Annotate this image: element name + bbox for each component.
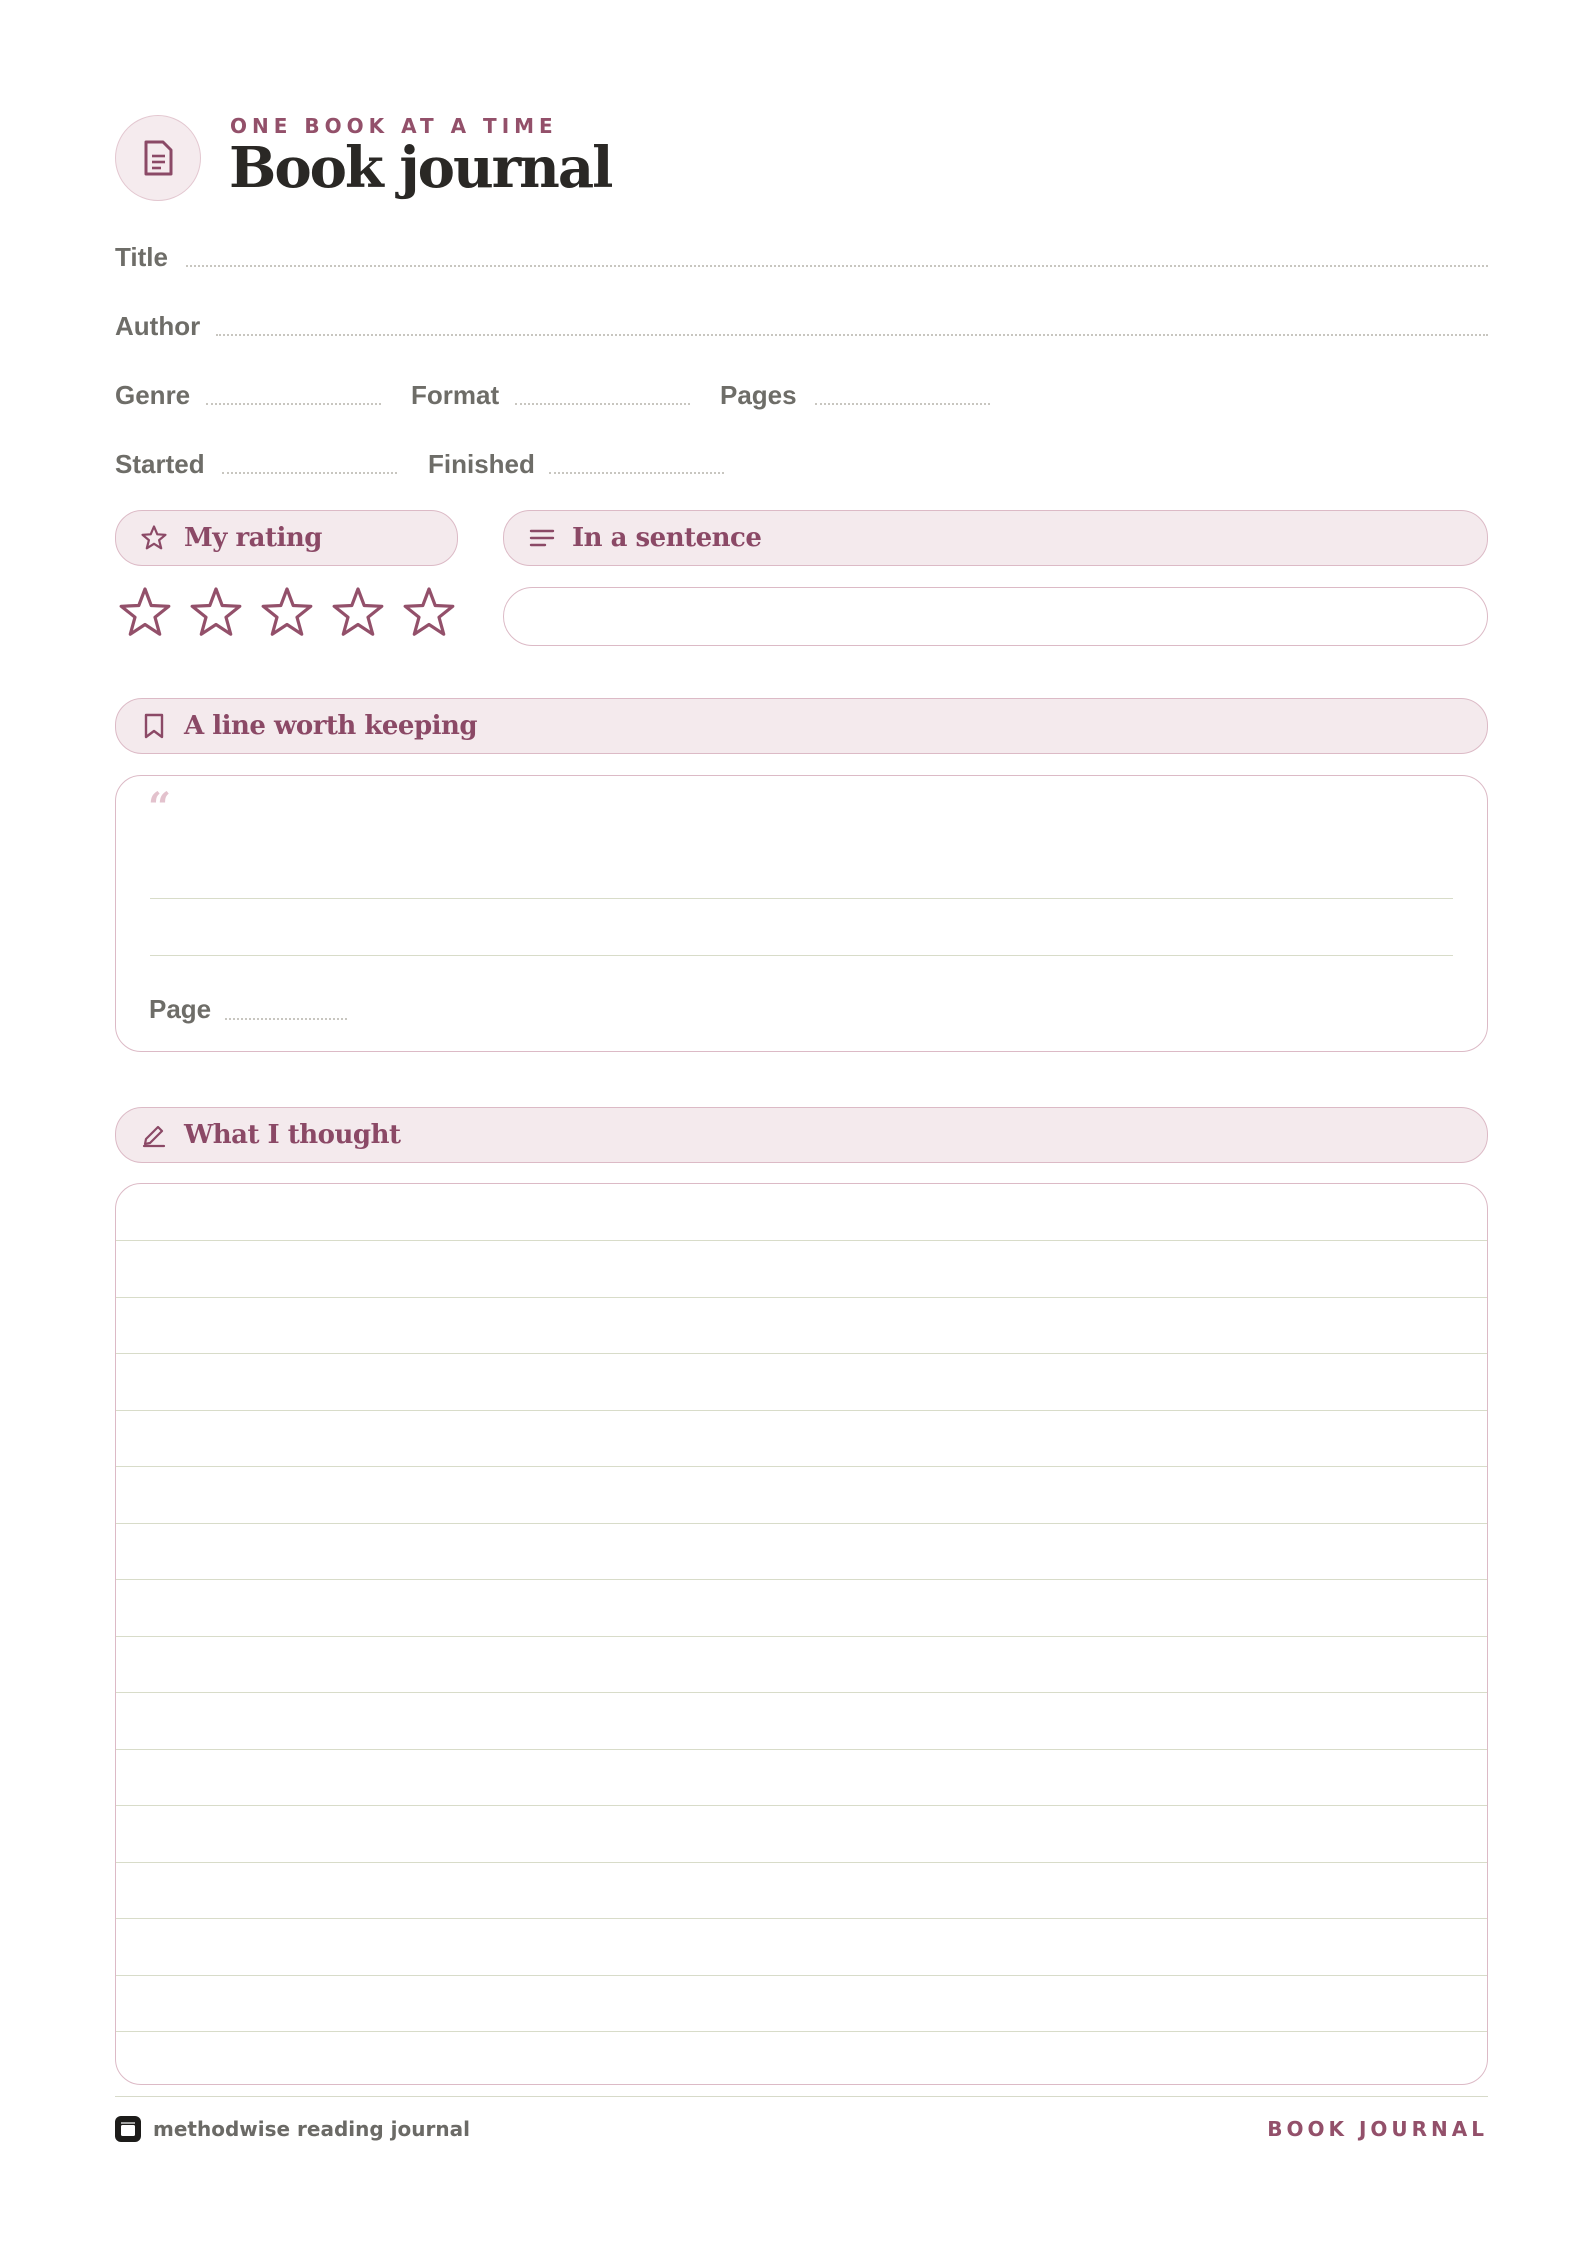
format-field[interactable] xyxy=(515,403,690,405)
quote-box[interactable] xyxy=(115,775,1488,1052)
rating-section-header xyxy=(115,510,458,566)
ruled-line[interactable] xyxy=(116,1523,1487,1524)
star-rating-svg[interactable] xyxy=(115,586,465,640)
ruled-line[interactable] xyxy=(116,1636,1487,1637)
title-label: Title xyxy=(115,242,168,272)
ruled-line[interactable] xyxy=(116,1918,1487,1919)
quote-page-label: Page xyxy=(149,994,212,1024)
page-title: Book journal xyxy=(229,135,612,201)
document-icon xyxy=(141,139,175,177)
star-icon xyxy=(140,524,168,552)
started-label: Started xyxy=(115,449,205,479)
rating-star-5[interactable] xyxy=(405,589,453,634)
genre-field[interactable] xyxy=(206,403,381,405)
pencil-icon xyxy=(140,1121,168,1149)
star-rating[interactable] xyxy=(115,586,465,640)
author-field[interactable] xyxy=(216,334,1488,336)
title-field[interactable] xyxy=(186,265,1488,267)
rating-star-1[interactable] xyxy=(121,589,169,634)
ruled-line[interactable] xyxy=(116,1975,1487,1976)
header-kicker: ONE BOOK AT A TIME xyxy=(230,114,558,138)
quote-line[interactable] xyxy=(150,955,1453,956)
genre-label: Genre xyxy=(115,380,191,410)
bookmark-icon xyxy=(140,712,168,740)
ruled-line[interactable] xyxy=(116,1749,1487,1750)
thoughts-section-header xyxy=(115,1107,1488,1163)
ruled-line[interactable] xyxy=(116,1579,1487,1580)
started-field[interactable] xyxy=(222,472,397,474)
quote-page-field[interactable] xyxy=(225,1018,347,1020)
pages-label: Pages xyxy=(720,380,797,410)
rating-star-2[interactable] xyxy=(192,589,240,634)
thoughts-section-label: What I thought xyxy=(184,1120,401,1150)
quote-mark: “ xyxy=(148,784,172,831)
ruled-line[interactable] xyxy=(116,1410,1487,1411)
ruled-line[interactable] xyxy=(116,1240,1487,1241)
footer-brand: methodwise reading journal xyxy=(153,2117,470,2141)
pages-field[interactable] xyxy=(815,403,990,405)
finished-field[interactable] xyxy=(549,472,724,474)
rating-star-4[interactable] xyxy=(334,589,382,634)
sentence-input[interactable] xyxy=(503,587,1488,646)
sentence-section-header xyxy=(503,510,1488,566)
footer-page-label: BOOK JOURNAL xyxy=(1267,2117,1488,2141)
quote-section-label: A line worth keeping xyxy=(184,711,478,741)
footer-divider xyxy=(115,2096,1488,2097)
format-label: Format xyxy=(411,380,500,410)
header-logo xyxy=(115,115,201,201)
rating-section-label: My rating xyxy=(184,523,322,553)
finished-label: Finished xyxy=(428,449,535,479)
lines-icon xyxy=(528,524,556,552)
thoughts-box[interactable] xyxy=(115,1183,1488,2085)
rating-star-3[interactable] xyxy=(263,589,311,634)
brand-logo-icon xyxy=(115,2116,141,2142)
ruled-line[interactable] xyxy=(116,1805,1487,1806)
ruled-line[interactable] xyxy=(116,1692,1487,1693)
ruled-line[interactable] xyxy=(116,1297,1487,1298)
quote-line[interactable] xyxy=(150,898,1453,899)
ruled-line[interactable] xyxy=(116,1353,1487,1354)
ruled-line[interactable] xyxy=(116,2031,1487,2032)
quote-section-header xyxy=(115,698,1488,754)
author-label: Author xyxy=(115,311,201,341)
ruled-line[interactable] xyxy=(116,1862,1487,1863)
ruled-line[interactable] xyxy=(116,1466,1487,1467)
sentence-section-label: In a sentence xyxy=(572,523,762,553)
